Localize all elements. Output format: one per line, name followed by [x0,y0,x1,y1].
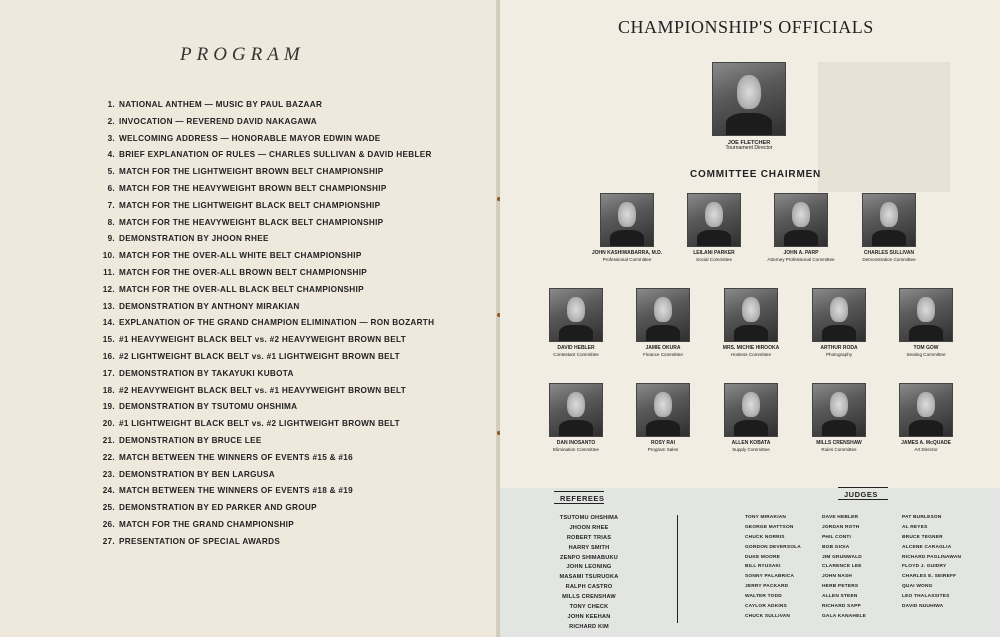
referee-name: JOHN KEEHAN [567,613,611,620]
person-name: JOHN A. PARP [783,250,819,256]
program-item-text: WELCOMING ADDRESS — HONORABLE MAYOR EDWIN WADE [119,133,381,143]
judges-column [745,515,801,624]
program-item [100,386,434,403]
program-item-number: 18. [102,385,115,395]
portrait-photo [812,288,866,342]
committee-member-card [701,288,801,357]
program-item-number: 6. [107,183,115,193]
program-item-number: 25. [102,503,115,513]
program-item-number: 16. [102,351,115,361]
person-role: Seating Committee [906,351,946,357]
program-item-number: 9. [107,234,115,244]
person-name: ROSY RAI [650,440,676,446]
column-divider [677,515,678,623]
program-item-text: DEMONSTRATION BY JHOON RHEE [119,234,269,244]
committee-member-card [876,383,976,452]
program-item [100,184,434,201]
person-name: JOHN KASHIWABARRA, M.D. [591,250,663,256]
program-item-text: BRIEF EXPLANATION OF RULES — CHARLES SULLIVAN & DAVID HEBLER [119,150,432,160]
committee-member-card [613,383,713,452]
divider [838,487,888,488]
judge-name: RICHARD SAPP [822,604,861,610]
judge-name: GORDON DEVERSOLA [745,544,801,550]
program-item-number: 12. [102,284,115,294]
program-item-number: 23. [102,469,115,479]
person-name: MILLS CRENSHAW [816,440,862,446]
judge-name: RICHARD PAGLINAWAN [902,554,962,560]
committee-member-card [839,193,939,262]
judge-name: ALLEN STEEN [822,594,858,600]
program-item-number: 5. [107,167,115,177]
judge-name: DAVID NUUHIWA [902,604,944,610]
program-item-number: 21. [102,435,115,445]
divider [554,503,604,504]
program-item-number: 19. [102,402,115,412]
program-item [100,335,434,352]
program-item-number: 20. [102,419,115,429]
judge-name: CHUCK SULLIVAN [745,613,791,619]
program-item-number: 11. [103,267,115,277]
person-name: LEILANI PARKER [693,250,735,256]
program-item-number: 17. [102,368,115,378]
referee-name: ZENPO SHIMABUKU [559,554,618,561]
portrait-photo [899,383,953,437]
program-list [100,100,434,554]
person-role: Attorney Professional Committee [767,256,835,262]
program-item-text: NATIONAL ANTHEM — MUSIC BY PAUL BAZAAR [119,100,323,109]
program-item-number: 27. [102,536,115,546]
judge-name: QUAI WONG [902,584,933,590]
person-role: Social Committee [696,256,732,262]
program-item-number: 1. [107,100,115,109]
judge-name: GALA KANAHELE [822,613,866,619]
program-item-text: #2 HEAVYWEIGHT BLACK BELT vs. #1 HEAVYWEIGHT BROWN BELT [119,385,407,395]
divider [838,499,888,500]
judge-name: DAVE HEBLER [822,515,859,520]
divider [554,491,604,492]
person-name: JAMES A. McQUADE [901,440,951,446]
program-item [100,302,434,319]
program-item-text: DEMONSTRATION BY ED PARKER AND GROUP [119,503,317,513]
referees-title: REFEREES [560,494,605,503]
program-item [100,520,434,537]
judge-name: DUKE MOORE [745,554,781,560]
judge-name: CHUCK NORRIS [745,534,785,540]
person-role: Art Director [914,446,938,452]
judges-column [902,515,961,614]
committee-member-card [664,193,764,262]
person-role: Elimination Committee [553,446,599,452]
program-item-text: MATCH FOR THE OVER-ALL BROWN BELT CHAMPIONSHIP [119,267,368,277]
person-name: CHARLES SULLIVAN [863,250,915,256]
judge-name: SONNY PALABRICA [745,574,795,580]
program-item [100,453,434,470]
program-item-text: MATCH FOR THE OVER-ALL WHITE BELT CHAMPIONSHIP [119,251,362,261]
judge-name: WALTER TODD [745,594,782,600]
program-item-text: MATCH FOR THE OVER-ALL BLACK BELT CHAMPIONSHIP [119,284,364,294]
judge-name: PAT BURLESON [902,515,942,520]
judge-name: BILL RYUSAKI [745,564,781,570]
program-item-text: EXPLANATION OF THE GRAND CHAMPION ELIMINATION — RON BOZARTH [119,318,435,328]
program-item [100,318,434,335]
person-name: JOE FLETCHER [727,140,771,146]
committee-member-card [701,383,801,452]
program-item [100,117,434,134]
judge-name: LEO THALASSITES [902,594,950,600]
program-item [100,352,434,369]
program-item-text: MATCH BETWEEN THE WINNERS OF EVENTS #18 & #19 [119,486,353,496]
referee-name: JHOON RHEE [569,524,609,531]
judge-name: JERRY PACKARD [745,584,789,590]
program-item-number: 7. [107,200,115,210]
program-item [100,201,434,218]
committee-member-card [789,383,889,452]
judge-name: CAYLOR ADKINS [745,604,787,610]
program-item [100,234,434,251]
person-role: Demonstration Committee [862,256,916,262]
program-item [100,369,434,386]
referee-name: JOHN LEONING [566,564,612,571]
person-name: ALLEN KOBATA [731,440,771,446]
program-item [100,100,434,117]
program-item-number: 2. [107,116,115,126]
program-item-text: MATCH BETWEEN THE WINNERS OF EVENTS #15 & #16 [119,452,353,462]
referee-name: RICHARD KIM [569,623,609,630]
portrait-photo [724,383,778,437]
person-name: TOM GOW [913,345,939,351]
program-item-text: DEMONSTRATION BY TSUTOMU OHSHIMA [119,402,298,412]
portrait-photo [600,193,654,247]
referee-name: TONY CHECK [569,604,609,611]
portrait-photo [899,288,953,342]
committee-member-card [789,288,889,357]
judge-name: PHIL CONTI [822,534,852,540]
program-item-text: #1 HEAVYWEIGHT BLACK BELT vs. #2 HEAVYWEIGHT BROWN BELT [119,335,407,345]
program-item-text: DEMONSTRATION BY ANTHONY MIRAKIAN [119,301,300,311]
person-role: Hostess Committee [730,351,772,357]
committee-member-card [751,193,851,262]
person-name: ARTHUR RODA [820,345,858,351]
program-title: PROGRAM [180,44,305,65]
program-item [100,218,434,235]
program-item [100,167,434,184]
referee-name: ROBERT TRIAS [566,534,612,541]
judge-name: CLARENCE LEE [822,564,862,570]
person-role: Professional Committee [602,256,652,262]
portrait-photo [549,383,603,437]
judge-name: HERB PETERS [822,584,859,590]
portrait-photo [636,383,690,437]
officials-title: CHAMPIONSHIP'S OFFICIALS [618,17,874,37]
person-role: Finance Committee [643,351,683,357]
program-item [100,503,434,520]
show-through-block [818,62,950,192]
program-item [100,537,434,554]
judge-name: CHARLES E. SEIREFF [902,574,957,580]
judge-name: BRUCE TEGNER [902,534,943,540]
program-item-text: MATCH FOR THE GRAND CHAMPIONSHIP [119,519,295,529]
program-item [100,268,434,285]
committee-member-card [876,288,976,357]
portrait-photo [549,288,603,342]
program-item [100,470,434,487]
program-item-text: PRESENTATION OF SPECIAL AWARDS [119,536,281,546]
portrait-photo [712,62,786,136]
program-item-text: MATCH FOR THE LIGHTWEIGHT BROWN BELT CHAMPIONSHIP [119,167,384,177]
judge-name: FLOYD J. GUIDRY [902,564,947,570]
portrait-photo [812,383,866,437]
officials-page [500,0,1000,637]
program-item-text: MATCH FOR THE LIGHTWEIGHT BLACK BELT CHAMPIONSHIP [119,200,381,210]
program-item-number: 26. [102,519,115,529]
program-item [100,419,434,436]
program-item [100,251,434,268]
program-item-number: 3. [107,133,115,143]
program-item-number: 22. [102,452,115,462]
judges-column [822,515,866,624]
person-role: Rules Committee [821,446,857,452]
committee-member-card [526,288,626,357]
judges-title: JUDGES [844,490,878,499]
program-item [100,285,434,302]
person-name: JAMIE OKURA [645,345,681,351]
program-item-text: MATCH FOR THE HEAVYWEIGHT BLACK BELT CHAMPIONSHIP [119,217,384,227]
referee-name: MILLS CRENSHAW [562,594,616,601]
person-name: DAVID HEBLER [557,345,595,351]
program-item [100,436,434,453]
judge-name: TONY MIRAKIAN [745,515,787,520]
judge-name: BOB GIOIA [822,544,850,550]
referee-name: TSUTOMU OHSHIMA [559,515,619,521]
committee-member-card [613,288,713,357]
referee-name: MASAMI TSURUOKA [559,574,619,581]
program-page [0,0,498,637]
program-item-text: #2 LIGHTWEIGHT BLACK BELT vs. #1 LIGHTWEIGHT BROWN BELT [119,351,400,361]
judge-name: AL REYES [902,524,928,530]
program-item-text: DEMONSTRATION BY BRUCE LEE [119,435,262,445]
program-item-text: DEMONSTRATION BY BEN LARGUSA [119,469,275,479]
committee-title: COMMITTEE CHAIRMEN [690,169,822,180]
judge-name: JOHN NASH [822,574,853,580]
committee-member-card [577,193,677,262]
person-name: DAN INOSANTO [556,440,596,446]
program-item-number: 10. [102,251,115,261]
program-item-number: 8. [107,217,115,227]
referee-name: HARRY SMITH [568,544,610,551]
judge-name: GEORGE MATTSON [745,524,794,530]
portrait-photo [636,288,690,342]
program-item [100,402,434,419]
program-item-number: 4. [107,150,115,160]
person-role: Contestant Committee [553,351,599,357]
program-item [100,134,434,151]
person-role: Program Sales [647,446,679,452]
program-item-text: #1 LIGHTWEIGHT BLACK BELT vs. #2 LIGHTWEIGHT BROWN BELT [119,419,400,429]
program-item-number: 14. [102,318,115,328]
program-item-text: INVOCATION — REVEREND DAVID NAKAGAWA [119,116,317,126]
referee-name: RALPH CASTRO [565,584,613,591]
person-name: MRS. MICHIE HIROOKA [722,345,780,351]
program-item-text: DEMONSTRATION BY TAKAYUKI KUBOTA [119,368,294,378]
program-item-number: 24. [102,486,115,496]
person-role: Photography [825,351,853,357]
program-item-number: 13. [102,301,115,311]
judge-name: JIM GRUNWALD [822,554,862,560]
program-item-number: 15. [102,335,115,345]
program-item [100,150,434,167]
judge-name: ALCENE CARAGLIA [902,544,952,550]
portrait-photo [724,288,778,342]
director-card [699,62,799,152]
program-item [100,486,434,503]
person-role: Supply Committee [732,446,770,452]
person-role: Tournament Director [725,145,773,152]
referees-list [548,515,630,634]
portrait-photo [862,193,916,247]
program-item-text: MATCH FOR THE HEAVYWEIGHT BROWN BELT CHAMPIONSHIP [119,183,387,193]
judge-name: JORDAN ROTH [822,524,860,530]
portrait-photo [774,193,828,247]
committee-member-card [526,383,626,452]
portrait-photo [687,193,741,247]
